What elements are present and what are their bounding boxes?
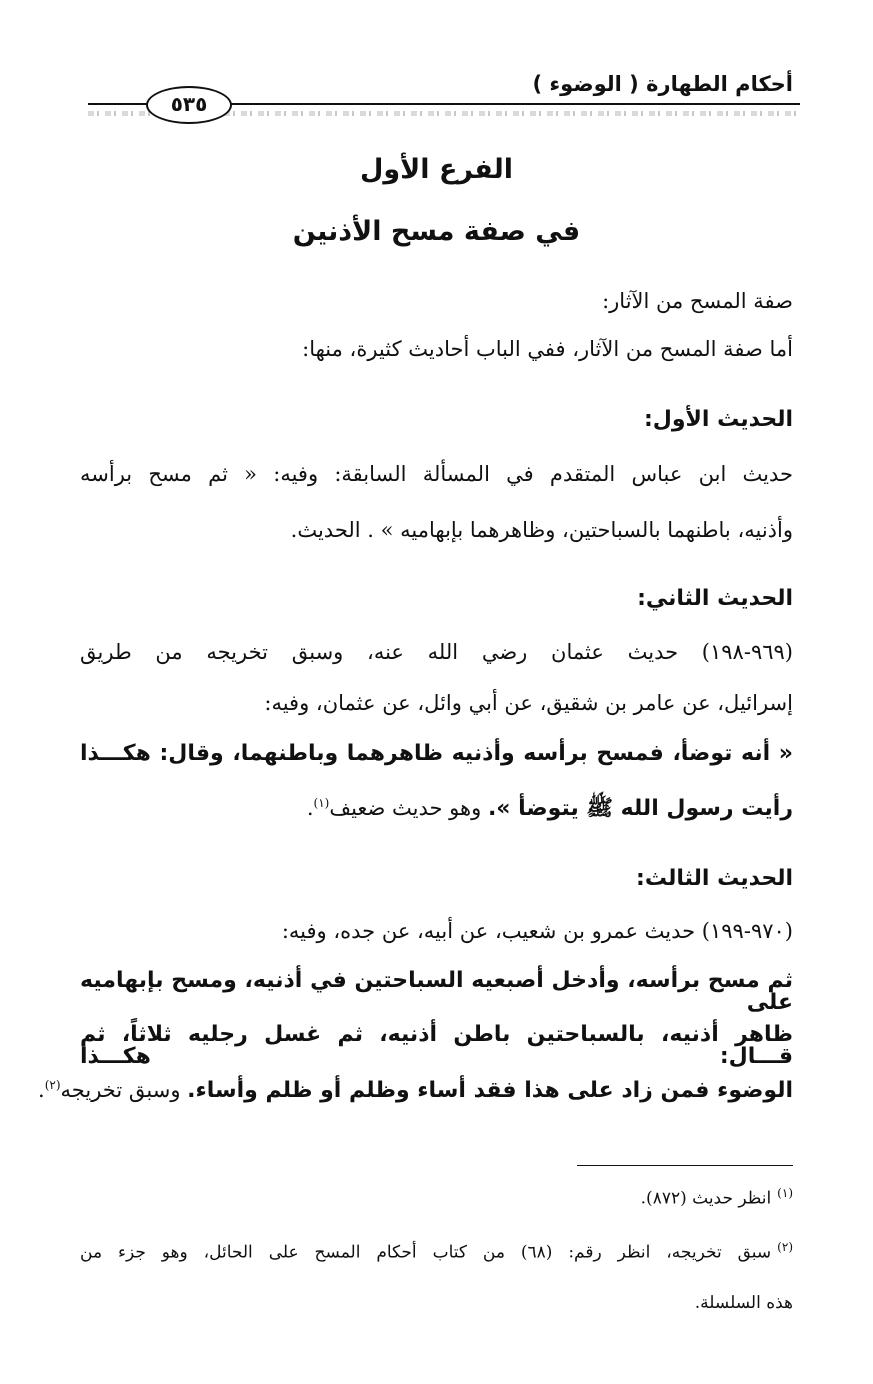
intro-heading: صفة المسح من الآثار: xyxy=(602,289,793,313)
hadith-2-line-2: إسرائيل، عن عامر بن شقيق، عن أبي وائل، عن عثمان، وفيه: xyxy=(264,691,793,715)
hadith-3-line-1: (٩٧٠-١٩٩) حديث عمرو بن شعيب، عن أبيه، عن جده، وفيه: xyxy=(281,919,793,943)
hadith-1-line-1: حديث ابن عباس المتقدم في المسألة السابقة: وفيه: « ثم مسح برأسه xyxy=(80,462,793,486)
hadith-3-heading: الحديث الثالث: xyxy=(636,866,793,891)
hadith-1-heading: الحديث الأول: xyxy=(643,407,793,432)
hadith-2-heading: الحديث الثاني: xyxy=(637,586,793,611)
footnote-1 xyxy=(641,1186,793,1209)
hadith-2-line-4: رأيت رسول الله ﷺ يتوضأ ». وهو حديث ضعيف$^{(١)}$. xyxy=(306,796,793,821)
footnote-separator xyxy=(577,1165,793,1166)
hadith-3-line-2: ثم مسح برأسه، وأدخل أصبعيه السباحتين في أذنيه، ومسح بإبهاميه على xyxy=(80,968,793,1015)
hadith-2-line-3: « أنه توضأ، فمسح برأسه وأذنيه ظاهرهما وباطنهما، وقال: هكـــذا xyxy=(80,741,793,766)
running-title: أحكام الطهارة ( الوضوء ) xyxy=(532,72,793,96)
footnote-2-line-2: هذه السلسلة. xyxy=(694,1293,793,1313)
footnote-2-number: (٢) xyxy=(777,1240,793,1254)
hadith-2-grading: وهو حديث ضعيف xyxy=(329,796,488,820)
hadith-2-quote-end: رأيت رسول الله ﷺ يتوضأ ». xyxy=(487,796,793,821)
hadith-3-takhrij: وسبق تخريجه xyxy=(60,1078,188,1102)
footnote-ref-2[interactable]: (٢) xyxy=(44,1078,61,1092)
hadith-2-line-1: (٩٦٩-١٩٨) حديث عثمان رضي الله عنه، وسبق تخريجه من طريق xyxy=(80,640,793,664)
hadith-3-line-4: الوضوء فمن زاد على هذا فقد أساء وظلم أو ظلم وأساء. وسبق تخريجه$^{(٢)}$. xyxy=(38,1078,793,1103)
hadith-3-line-3: ظاهر أذنيه، بالسباحتين باطن أذنيه، ثم غسل رجليه ثلاثاً، ثم قـــال: هكـــذا xyxy=(80,1022,793,1069)
footnote-2-line-1: سبق تخريجه، انظر رقم: (٦٨) من كتاب أحكام المسح على الحائل، وهو جزء من xyxy=(80,1242,772,1263)
section-title: الفرع الأول xyxy=(359,154,514,185)
hadith-1-line-2: وأذنيه، باطنهما بالسباحتين، وظاهرهما بإبهاميه » . الحديث. xyxy=(290,518,793,542)
hadith-3-quote-end: الوضوء فمن زاد على هذا فقد أساء وظلم أو ظلم وأساء. xyxy=(187,1078,793,1103)
intro-text: أما صفة المسح من الآثار، ففي الباب أحاديث كثيرة، منها: xyxy=(302,337,793,361)
section-subtitle: في صفة مسح الأذنين xyxy=(292,216,581,247)
footnote-1-text: انظر حديث (٨٧٢). xyxy=(640,1188,772,1209)
page-number: ٥٣٥ xyxy=(146,86,232,124)
footnote-2 xyxy=(80,1240,793,1263)
footnote-ref-1[interactable]: (١) xyxy=(313,796,330,810)
footnote-1-number: (١) xyxy=(777,1186,793,1200)
